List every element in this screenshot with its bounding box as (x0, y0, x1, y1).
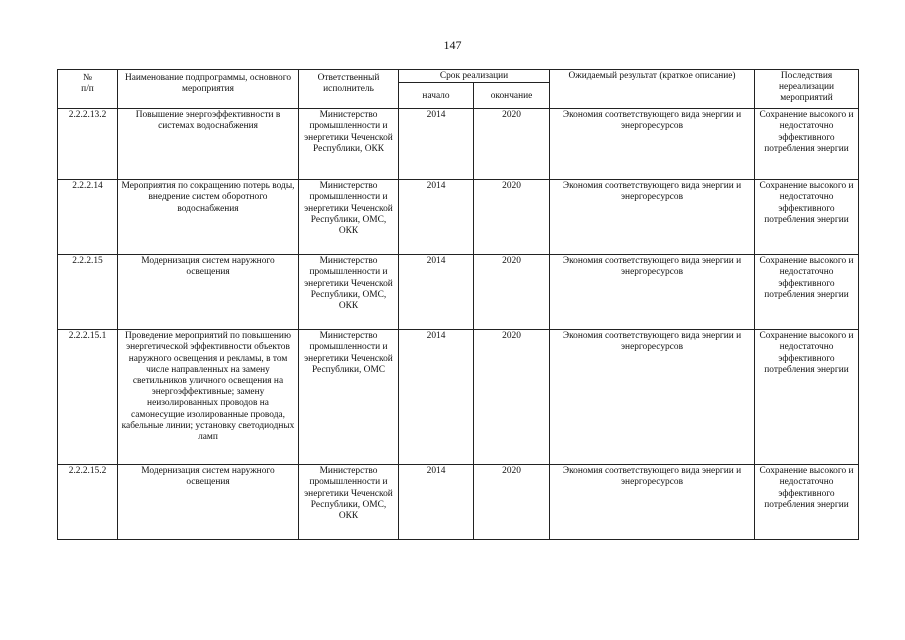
row-executor: Министерство промышленности и энергетики Чеченской Республики, ОМС (299, 330, 399, 465)
row-num: 2.2.2.14 (58, 180, 118, 255)
row-name: Повышение энергоэффективности в системах водоснабжения (118, 109, 299, 180)
row-name: Мероприятия по сокращению потерь воды, внедрение систем оборотного водоснабжения (118, 180, 299, 255)
row-consequences-text: Сохранение высокого и недостаточно эффективного потребления энергии (759, 256, 854, 300)
row-executor: Министерство промышленности и энергетики Чеченской Республики, ОКК (299, 109, 399, 180)
page-number: 147 (443, 38, 462, 52)
row-result: Экономия соответствующего вида энергии и энергоресурсов (550, 465, 755, 540)
row-name: Модернизация систем наружного освещения (118, 255, 299, 330)
row-end: 2020 (474, 180, 550, 255)
header-end: окончание (474, 83, 550, 109)
row-executor-text: Министерство промышленности и энергетики Чеченской Республики, ОМС, ОКК (304, 256, 393, 312)
row-name: Модернизация систем наружного освещения (118, 465, 299, 540)
header-term: Срок реализации (399, 70, 550, 83)
measures-table (57, 69, 859, 540)
row-num: 2.2.2.15.1 (58, 330, 118, 465)
row-consequences: Сохранение высокого и недостаточно эффективного потребления энергии (755, 330, 859, 465)
row-executor-text: Министерство промышленности и энергетики Чеченской Республики, ОМС, ОКК (304, 466, 393, 522)
row-start: 2014 (399, 465, 474, 540)
header-result: Ожидаемый результат (краткое описание) (550, 70, 755, 109)
row-consequences (755, 465, 859, 540)
row-name (118, 330, 299, 465)
header-name: Наименование подпрограммы, основного мероприятия (118, 70, 299, 109)
row-executor (299, 465, 399, 540)
row-result: Экономия соответствующего вида энергии и энергоресурсов (550, 330, 755, 465)
row-consequences (755, 255, 859, 330)
row-num: 2.2.2.15 (58, 255, 118, 330)
row-start: 2014 (399, 109, 474, 180)
table-row (58, 255, 859, 330)
header-num: № п/п (58, 70, 118, 109)
row-name-text: Проведение мероприятий по повышению энергетической эффективности объектов наружного освещения и рекламы, в том числе направленных на замену светильников уличного освещения на энергоэффективные; замену неизолированных проводов на самонесущие изолированные провода, кабельные линии; установку светодиодных ламп (121, 331, 295, 443)
table-row (58, 330, 859, 465)
row-consequences (755, 180, 859, 255)
row-consequences (755, 109, 859, 180)
row-end: 2020 (474, 330, 550, 465)
row-result: Экономия соответствующего вида энергии и энергоресурсов (550, 180, 755, 255)
header-start: начало (399, 83, 474, 109)
row-end: 2020 (474, 255, 550, 330)
header-consequences: Последствия нереализации мероприятий (755, 70, 859, 109)
row-start: 2014 (399, 180, 474, 255)
row-executor-text: Министерство промышленности и энергетики Чеченской Республики, ОМС, ОКК (304, 181, 393, 237)
row-num: 2.2.2.13.2 (58, 109, 118, 180)
row-executor (299, 255, 399, 330)
row-end: 2020 (474, 465, 550, 540)
row-num: 2.2.2.15.2 (58, 465, 118, 540)
row-start: 2014 (399, 330, 474, 465)
row-result: Экономия соответствующего вида энергии и энергоресурсов (550, 255, 755, 330)
row-start: 2014 (399, 255, 474, 330)
table-row (58, 180, 859, 255)
table-row (58, 465, 859, 540)
table-row (58, 109, 859, 180)
row-end: 2020 (474, 109, 550, 180)
row-result: Экономия соответствующего вида энергии и энергоресурсов (550, 109, 755, 180)
header-executor: Ответственный исполнитель (299, 70, 399, 109)
row-consequences-text: Сохранение высокого и недостаточно эффективного потребления энергии (759, 110, 854, 154)
row-executor (299, 180, 399, 255)
row-consequences-text: Сохранение высокого и недостаточно эффективного потребления энергии (759, 466, 854, 510)
row-consequences-text: Сохранение высокого и недостаточно эффективного потребления энергии (759, 181, 854, 225)
